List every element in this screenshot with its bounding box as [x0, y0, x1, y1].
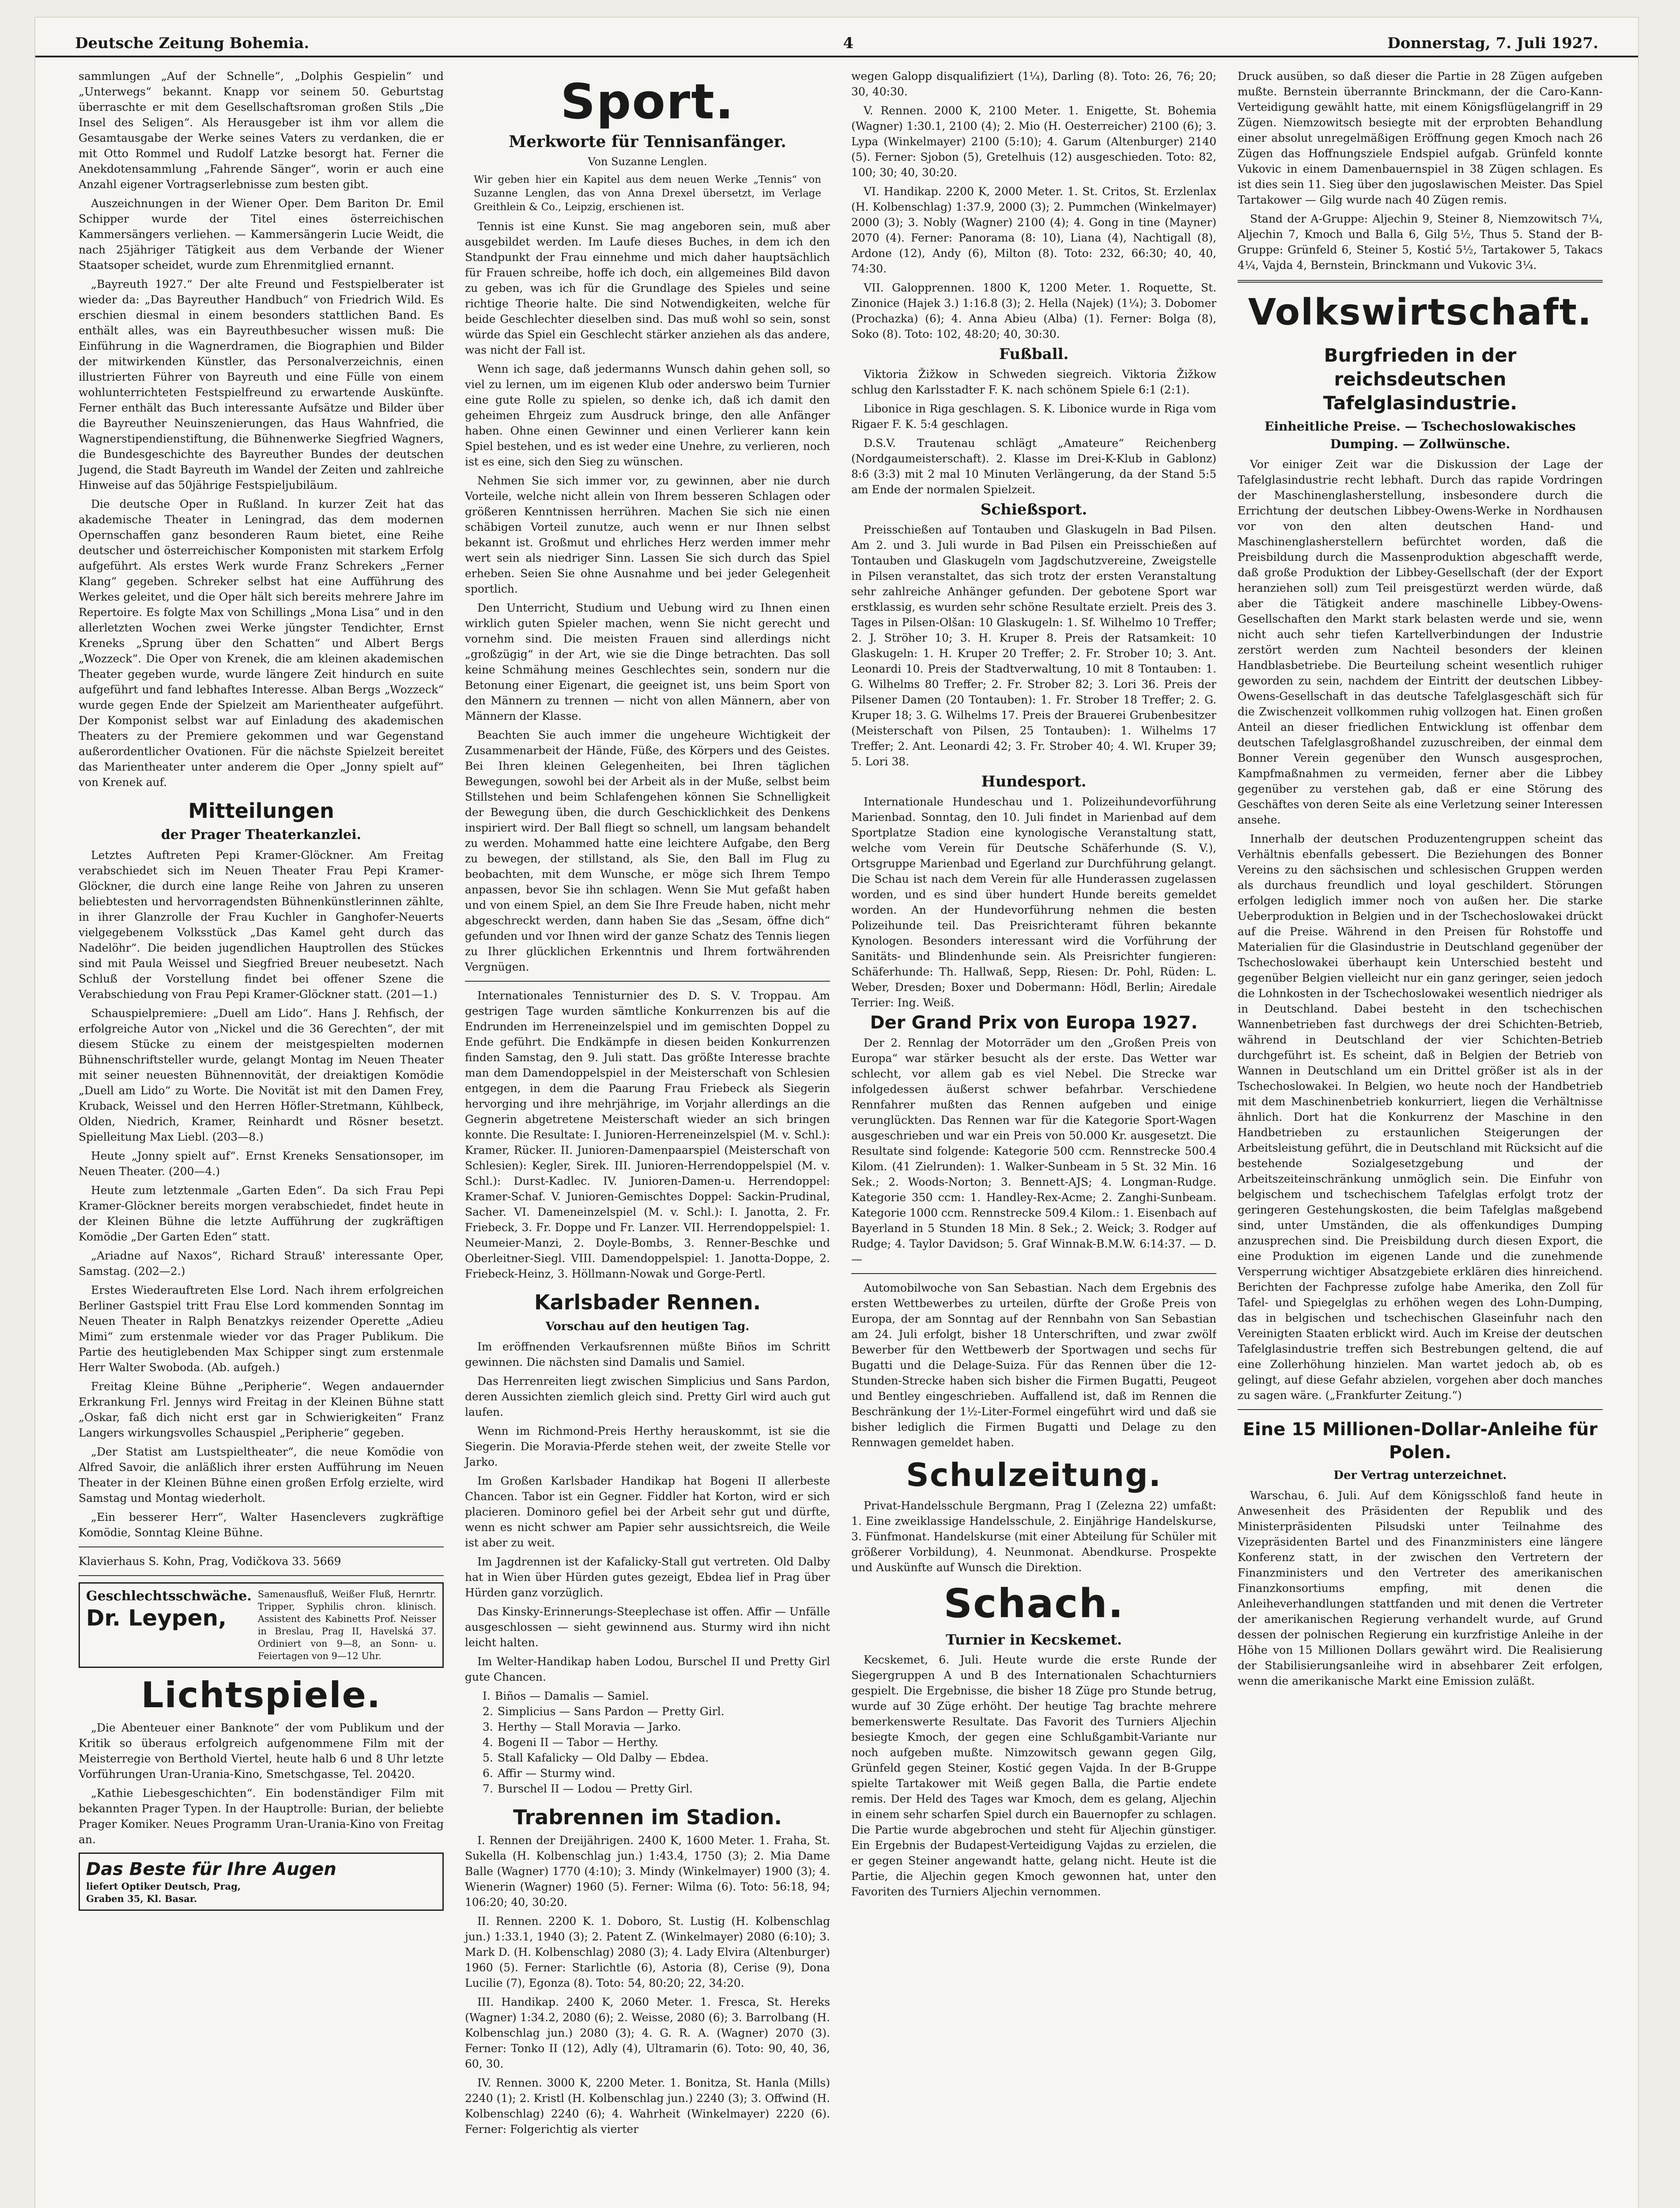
- section-subtitle: der Prager Theaterkanzlei.: [161, 827, 362, 843]
- paragraph: II. Rennen. 2200 K. 1. Doboro, St. Lustig (H. Kolbenschlag jun.) 1:33.1, 1940 (3); 2. Patent Z. (Winkelmayer) 2080 (6:10); 3. Mark D. (H. Kolbenschlag) 2080 (3); 4. Lady Elvira (Altenburger) 1960 (5). Ferner: Starlichtle (6), Astoria (8), Cerise (9), Dona Lucilie (7), Egonza (8). Toto: 54, 80:20; 22, 34:20.: [465, 1915, 830, 1989]
- list-item: [483, 1719, 830, 1735]
- paragraph: „Die Abenteuer einer Banknote“ der vom Publikum und der Kritik so überaus erfolgreich aufgenommene Film mit der Meisterregie von Berthold Viertel, heute halb 6 und 8 Uhr letzte Vorführungen Uran-Urania-Kino, Smetschgasse, Tel. 20420.: [79, 1721, 444, 1781]
- article-intro: Wir geben hier ein Kapitel aus dem neuen Werke „Tennis“ von Suzanne Lenglen, das von Anna Drexel übersetzt, im Verlage Greithlein & Co., Leipzig, erschienen ist.: [474, 174, 821, 213]
- section-title-hundesport: Hundesport.: [981, 773, 1087, 790]
- paragraph: Das Kinsky-Erinnerungs-Steeplechase ist offen. Affir — Unfälle ausgeschlossen — sieht gewinnend aus. Sturmy wird ihn nicht leicht halten.: [465, 1605, 830, 1649]
- paragraph: III. Handikap. 2400 K, 2060 Meter. 1. Fresca, St. Hereks (Wagner) 1:34.2, 2080 (6); 2. Weisse, 2080 (6); 3. Barrolbang (H. Kolbenschlag jun.) 2080 (3); 4. G. R. A. (Wagner) 2070 (3). Ferner: Tonko II (12), Adly (4), Ultramarin (6). Toto: 90, 40, 36, 60, 30.: [465, 1996, 830, 2070]
- paragraph: Libonice in Riga geschlagen. S. K. Libonice wurde in Riga vom Rigaer F. K. 5:4 geschlagen.: [851, 402, 1216, 431]
- paragraph: „Kathie Liebesgeschichten“. Ein bodenständiger Film mit bekannten Prager Typen. In der Hauptrolle: Burian, der beliebte Prager Komiker. Neues Programm Uran-Urania-Kino von Freitag an.: [79, 1787, 444, 1846]
- masthead-date: Donnerstag, 7. Juli 1927.: [1387, 34, 1598, 52]
- advert-leypen-name: Dr. Leypen,: [86, 1605, 227, 1631]
- list-item: [483, 1781, 830, 1796]
- paragraph: Preisschießen auf Tontauben und Glaskugeln in Bad Pilsen. Am 2. und 3. Juli wurde in Bad Pilsen ein Preisschießen auf Tontauben und Glaskugeln vom Jagdschutzvereine, Zweigstelle in Pilsen veranstaltet, das sich trotz der ersten Veranstaltung sehr zahlreiche Anhänger gefunden. Der gebotene Sport war erstklassig, es wurden sehr schöne Resultate erzielt. Preis des 3. Tages in Pilsen-Olšan: 10 Glaskugeln: 1. Sf. Wilhelmo 10 Treffer; 2. J. Ströher 10; 3. H. Kruper 8. Preis der Ratsamkeit: 10 Glaskugeln: 1. H. Kruper 20 Treffer; 2. Fr. Strober 10; 3. Ant. Leonardi 10. Preis der Stadtverwaltung, 10 mit 8 Tontauben: 1. G. Wilhelms 80 Treffer; 2. Fr. Strober 82; 3. Lori 36. Preis der Pilsener Damen (20 Tontauben): 1. Fr. Strober 18 Treffer; 2. G. Kruper 18; 3. G. Wilhelms 17. Preis der Brauerei Grubenbesitzer (Meisterschaft von Pilsen, 25 Tontauben): 1. Wilhelms 17 Treffer; 2. Ant. Leonardi 42; 3. Fr. Strober 40; 4. Wl. Kruper 39; 5. Lori 38.: [851, 523, 1216, 768]
- columns: [75, 68, 1603, 2208]
- paragraph: Beachten Sie auch immer die ungeheure Wichtigkeit der Zusammenarbeit der Hände, Füße, des Körpers und des Geistes. Bei Ihren kleinen Gelegenheiten, bei Ihren täglichen Bewegungen, sowohl bei der Arbeit als in der Muße, selbst beim Stillstehen und beim Schlafengehen können Sie Schnelligkeit der Bewegung üben, die durch Geschicklichkeit des Denkens inspiriert wird. Der Ball fliegt so schnell, um langsam behandelt zu werden. Mohammed hatte eine leichtere Aufgabe, den Berg zu bewegen, der stillstand, als Sie, den Ball im Flug zu beobachten, mit dem Wunsche, er möge sich Ihrem Tempo anpassen, bevor Sie ihn schlagen. Wenn Sie Mut gefaßt haben und von einem Spiel, an dem Sie Ihre Freude haben, nicht mehr abgeschreckt werden, dann haben Sie das „Sesam, öffne dich“ gefunden und vor Ihnen wird der ganze Schatz des Tennis liegen zu Ihrer glücklichen Erkenntnis und Ihrem fortwährenden Vergnügen.: [465, 729, 830, 973]
- paragraph: Heute zum letztenmale „Garten Eden“. Da sich Frau Pepi Kramer-Glöckner bereits morgen verabschiedet, findet heute in der Kleinen Bühne die letzte Aufführung der zugkräftigen Komödie „Der Garten Eden“ statt.: [79, 1184, 444, 1243]
- paragraph: Letztes Auftreten Pepi Kramer-Glöckner. Am Freitag verabschiedet sich im Neuen Theater Frau Pepi Kramer-Glöckner, die durch eine lange Reihe von Jahren zu unseren beliebtesten und hervorragendsten Bühnenkünstlerinnen zählte, in ihrer Glanzrolle der Frau Kuchler in Ganghofer-Neuerts vielgegebenem Volksstück „Das Kamel geht durch das Nadelöhr“. Die beiden jugendlichen Hauptrollen des Stückes sind mit Paula Weissel und Siegfried Breuer neubesetzt. Nach Schluß der Vorstellung findet bei offener Szene die Verabschiedung von Frau Pepi Kramer-Glöckner statt. (201—1.): [79, 849, 444, 1001]
- paragraph: Nehmen Sie sich immer vor, zu gewinnen, aber nie durch Vorteile, welche nicht allein von Ihrem besseren Schlagen oder größeren Kenntnissen herrühren. Machen Sie sich nie einen schäbigen Vorteil zunutze, auch wenn er nur Ihnen selbst bekannt ist. Großmut und ehrliches Herz werden immer mehr wert sein als niedriger Sinn. Lassen Sie sich durch das Spiel erheben. Seien Sie ohne Ausnahme und bei jeder Gelegenheit sportlich.: [465, 474, 830, 595]
- paragraph: Innerhalb der deutschen Produzentengruppen scheint das Verhältnis ebenfalls gebessert. Die Beziehungen des Bonner Vereins zu den sächsischen und schlesischen Gruppen werden als durchaus freundlich und loyal geschildert. Störungen erfolgen lediglich immer noch von außen her. Die starke Ueberproduktion in Belgien und in der Tschechoslowakei drückt auf die Preise. Während in den Preisen für Rohstoffe und Materialien für die Glasindustrie in Deutschland gegenüber der Tschechoslowakei überhaupt kein Unterschied besteht und gegenüber Belgien vielleicht nur ein ganz geringer, seien jedoch die Lohnkosten in der Tschechoslowakei wesentlich niedriger als in Deutschland. Dabei besteht in den tschechischen Wannenbetrieben fast durchwegs der drei Schichten-Betrieb, während in Deutschland der vier Schichten-Betrieb durchgeführt ist. Es scheint, daß in Belgien der Betrieb von Wannen in Deutschland um ein Drittel größer ist als in der Tschechoslowakei. In Belgien, wo heute noch der Handbetrieb mit dem Maschinenbetrieb konkurriert, liegen die Verhältnisse ähnlich. Dort hat die Konkurrenz der Maschine in den Handbetrieben zu erstaunlichen Steigerungen der Arbeitsleistung geführt, die in Deutschland mit Rücksicht auf die bestehende Sozialgesetzgebung und der Arbeitszeiteinschränkung unmöglich sein. Die Einfuhr von belgischem und tschechischem Tafelglas erfolgt trotz der geringeren Gestehungskosten, die beim Tafelglas maßgebend sind, unter Umständen, die als offenkundiges Dumping anzusprechen sind. Die Preisbildung durch diesen Export, die eine Produktion im eigenen Lande und die zunehmende Versperrung wichtiger Absatzgebiete erklären dies hinreichend. Berichten der Fachpresse zufolge habe Amerika, den Zoll für Tafel- und Spiegelglas zu erhöhen wegen des Lohn-Dumping, das in belgischen und tschechischen Glaseinfuhr nach den Vereinigten Staaten erblickt wird. Auch im Kreise der deutschen Tafelglasindustrie treffen sich Bestrebungen geltend, die auf eine Zollerhöhung hinzielen. Man wartet jedoch ab, ob es gelingt, auf diese Gefahr abzielen, vorgehen aber doch manches zu sagen wäre. („Frankfurter Zeitung.“): [1238, 832, 1603, 1402]
- advert-optiker-deutsch: [79, 1853, 444, 1911]
- paragraph: Die deutsche Oper in Rußland. In kurzer Zeit hat das akademische Theater in Leningrad, das dem modernen Opernschaffen ganz besonderen Raum bietet, eine Reihe deutscher und österreichischer Komponisten mit starkem Erfolg aufgeführt. Als erstes Werk wurde Franz Schrekers „Ferner Klang“ gegeben. Schreker selbst hat eine Aufführung des Werkes geleitet, und die Oper hält sich bereits mehrere Jahre im Repertoire. Es folgte Max von Schillings „Mona Lisa“ und in den allerletzten Wochen zwei Werke jüngster Tendichter, Ernst Kreneks „Sprung über den Schatten“ und Albert Bergs „Wozzeck“. Die Oper von Krenek, die am kleinen akademischen Theater gegeben wurde, wurde längere Zeit hindurch en suite aufgeführt und fand lebhaftes Interesse. Alban Bergs „Wozzeck“ wurde gegen Ende der Spielzeit am Marientheater aufgeführt. Der Komponist selbst war auf Einladung des akademischen Theaters zu der Premiere gekommen und war Gegenstand außerordentlicher Ovationen. Für die nächste Spielzeit bereitet das Marientheater unter anderem die Oper „Jonny spielt auf“ von Krenek auf.: [79, 498, 444, 789]
- paragraph-tennis-troppau: Internationales Tennisturnier des D. S. V. Troppau. Am gestrigen Tage wurden sämtliche Konkurrenzen bis auf die Endrunden im Herreneinzelspiel und im gemischten Doppel zu Ende geführt. Die Endkämpfe in diesen beiden Konkurrenzen finden Samstag, den 9. Juli statt. Das größte Interesse brachte man dem Damendoppelspiel in der Meisterschaft von Schlesien entgegen, in dem die Paarung Frau Friebeck als Siegerin hervorging und ihre mehrjährige, im Vorjahr allerdings an die Gegnerin abgetretene Meisterschaft wieder an sich bringen konnte. Die Resultate: I. Junioren-Herreneinzelspiel (M. v. Schl.): Kramer, Rücker. II. Junioren-Damenpaarspiel (Meisterschaft von Schlesien): Kegler, Sirek. III. Junioren-Herrendoppelspiel (M. v. Schl.): Durst-Kadlec. IV. Junioren-Damen-u. Herrendoppel: Kramer-Schaf. V. Junioren-Gemischtes Doppel: Sackin-Prudinal, Sacher. VI. Dameneinzelspiel (M. v. Schl.): I. Janotta, 2. Fr. Friebeck, 3. Fr. Doppe und Fr. Lanzer. VII. Herrendoppelspiel: 1. Neumeier-Manzi, 2. Doyle-Bombs, 3. Renner-Beschke und Oberleitner-Siegl. VIII. Damendoppelspiel: 1. Janotta-Doppe, 2. Friebeck-Heinz, 3. Höllmann-Nowak und Gorge-Pertl.: [465, 989, 830, 1280]
- section-title-lichtspiele: Lichtspiele.: [141, 1675, 381, 1716]
- column-2: [461, 68, 830, 2208]
- paragraph: „Der Statist am Lustspieltheater“, die neue Komödie von Alfred Savoir, die anläßlich ihrer ersten Aufführung im Neuen Theater in der Kleinen Bühne einen großen Erfolg erzielte, wird Samstag und Montag wiederholt.: [79, 1445, 444, 1505]
- paragraph: VI. Handikap. 2200 K, 2000 Meter. 1. St. Critos, St. Erzlenlax (H. Kolbenschlag) 1:37.9, 2000 (3); 2. Pummchen (Winkelmayer) 2000 (3); 3. Nobly (Wagner) 2100 (4); 4. Gong in tine (Mayner) 2070 (4). Ferner: Panorama (8: 10), Liana (4), Nachtigall (8), Ardone (12), Andy (6), Milton (8). Toto: 232, 66:30; 40, 40, 74:30.: [851, 185, 1216, 275]
- article-title-trabrennen: Trabrennen im Stadion.: [513, 1805, 782, 1829]
- tip-number: 5.: [483, 1751, 493, 1764]
- paragraph: Tennis ist eine Kunst. Sie mag angeboren sein, muß aber ausgebildet werden. Im Laufe dieses Buches, in dem ich den Standpunkt der Frau einnehme und mich daher hauptsächlich für Frauen schreibe, hoffe ich doch, ein allgemeines Bild davon zu geben, was ich für die Grundlage des Spieles und seine richtige Theorie halte. Die sind Notwendigkeiten, welche für beide Geschlechter dieselben sind. Das muß wohl so sein, sonst würde das Spiel ein Geschlecht stärker anziehen als das andere, was nicht der Fall ist.: [465, 220, 830, 356]
- tip-text: Simplicius — Sans Pardon — Pretty Girl.: [497, 1705, 725, 1718]
- divider: [79, 1546, 444, 1547]
- paragraph: Viktoria Žižkow in Schweden siegreich. Viktoria Žižkow schlug den Karlsstadter F. K. nach schönem Spiele 6:1 (2:1).: [851, 368, 1216, 396]
- paragraph: Den Unterricht, Studium und Uebung wird zu Ihnen einen wirklich guten Spieler machen, wenn Sie nicht gerecht und vornehm sind. Die meisten Frauen sind allerdings nicht „großzügig“ in der Art, wie sie die Dinge betrachten. Das soll keine Schmähung meines Geschlechtes sein, sondern nur die Betonung einer Eigenart, die geeignet ist, uns beim Sport von den Männern zu trennen — nicht von allen Männern, aber von Männern der Klasse.: [465, 601, 830, 722]
- paragraph: Wenn im Richmond-Preis Herthy herauskommt, ist sie die Siegerin. Die Moravia-Pferde stehen weit, der zweite Stelle vor Jarko.: [465, 1425, 830, 1468]
- tip-number: 2.: [483, 1705, 493, 1718]
- paragraph: „Ariadne auf Naxos“, Richard Strauß' interessante Oper, Samstag. (202—2.): [79, 1249, 444, 1278]
- article-title-burgfrieden: Burgfrieden in der reichsdeutschen Tafelglasindustrie.: [1323, 344, 1518, 414]
- section-title-schiesssport: Schießsport.: [980, 501, 1087, 518]
- paragraph: „Bayreuth 1927.“ Der alte Freund und Festspielberater ist wieder da: „Das Bayreuther Handbuch“ von Friedrich Wild. Es erschien diesmal in einem besonders stattlichen Band. Es enthält alles, was ein Bayreuthbesucher wissen muß: Die Einführung in die Wagnerdramen, die Biographien und Bilder der mitwirkenden Künstler, das Personalverzeichnis, einen illustrierten Führer von Bayreuth und eine Fülle von einem wohlunterrichteten Festspielfreund zu erwartende Auskünfte. Ferner enthält das Buch interessante Aufsätze und Bilder über die Bayreuther Neuinszenierungen, das Haus Wahnfried, die Wagnerstipendienstiftung, die Bühnenwerke Siegfried Wagners, die Bundesgeschichte des Bayreuther Bundes der deutschen Jugend, die Stadt Bayreuth im Wandel der Zeiten und zahlreiche Hinweise auf das 50jährige Festspieljubiläum.: [79, 278, 444, 492]
- section-title-fussball: Fußball.: [999, 345, 1069, 363]
- paragraph: D.S.V. Trautenau schlägt „Amateure“ Reichenberg (Nordgaumeisterschaft). 2. Klasse im Drei-K-Klub in Gablonz) 8:6 (3:3) mit 2 mal 10 Minuten Verlängerung, da der Stand 5:5 am Ende der normalen Spielzeit.: [851, 437, 1216, 496]
- paragraph: Der 2. Rennlag der Motorräder um den „Großen Preis von Europa“ war stärker besucht als der erste. Das Wetter war schlecht, vor allem gab es viel Nebel. Die Strecke war infolgedessen äußerst schwer befahrbar. Verschiedene Rennfahrer mußten das Rennen aufgeben und einige verunglückten. Das Rennen war für die Kategorie Sport-Wagen ausgeschrieben und war ein Preis von 50.000 Kr. ausgesetzt. Die Resultate sind folgende: Kategorie 500 ccm. Rennstrecke 500.4 Kilom. (41 Zielrunden): 1. Walker-Sunbeam in 5 St. 32 Min. 16 Sek.; 2. Woods-Norton; 3. Bennett-AJS; 4. Longman-Rudge. Kategorie 350 ccm: 1. Handley-Rex-Acme; 2. Zanghi-Sunbeam. Kategorie 1000 ccm. Rennstrecke 509.4 Kilom.: 1. Eisenbach auf Bayerland in 5 Stunden 18 Min. 8 Sek.; 2. Weick; 3. Rodger auf Rudge; 4. Taylor Davidson; 5. Graf Winnak-B.M.W. 6:14:37. — D. —: [851, 1036, 1216, 1266]
- masthead-paper-name: Deutsche Zeitung Bohemia.: [75, 34, 310, 52]
- paragraph: V. Rennen. 2000 K, 2100 Meter. 1. Enigette, St. Bohemia (Wagner) 1:30.1, 2100 (4); 2. Mio (H. Oesterreicher) 2100 (6); 3. Lypa (Winkelmayer) 2100 (5:10); 4. Garum (Altenburger) 2140 (5). Ferner: Sjobon (5), Gretelhuis (12) ausgeschieden. Toto: 82, 100; 30; 40, 30:20.: [851, 104, 1216, 179]
- paragraph: Kecskemet, 6. Juli. Heute wurde die erste Runde der Siegergruppen A und B des Internationalen Schachturniers gespielt. Die Ergebnisse, die bisher 18 Züge pro Stunde betrug, wurde auf 30 Züge erhöht. Der heutige Tag brachte mehrere bemerkenswerte Resultate. Das Favorit des Turniers Aljechin besiegte Kmoch, der gegen eine Schlußgambit-Variante nur noch aufgeben mußte. Nimzowitsch gewann gegen Gilg, Grünfeld gegen Steiner, Kostić gegen Vajda. In der B-Gruppe spielte Tartakower mit Weiß gegen Balla, die Partie endete remis. Der Held des Tages war Kmoch, dem es gelang, Aljechin in einem sehr scharfen Spiel durch ein Bauernopfer zu schlagen. Die Partie wurde abgebrochen und steht für Aljechin günstiger. Ein Ergebnis der Budapest-Verteidigung Vajdas zu erzielen, die er gegen Steiner angewandt hatte, gelang nicht. Heute ist die Partie, die Aljechin gegen Kmoch gewonnen hat, unter den Favoriten des Turniers Aljechin vernommen.: [851, 1653, 1216, 1898]
- paragraph: Auszeichnungen in der Wiener Oper. Dem Bariton Dr. Emil Schipper wurde der Titel eines österreichischen Kammersängers verliehen. — Kammersängerin Lucie Weidt, die nach 25jähriger Tätigkeit aus dem Verbande der Wiener Staatsoper scheidet, wurde zum Ehrenmitglied ernannt.: [79, 197, 444, 272]
- advert-optiker-address: Graben 35, Kl. Basar.: [86, 1893, 197, 1904]
- divider: [1238, 280, 1603, 283]
- paragraph: Vor einiger Zeit war die Diskussion der Lage der Tafelglasindustrie recht lebhaft. Durch das rapide Vordringen der Maschinenglasherstellung, insbesondere durch die Errichtung der deutschen Libbey-Owens-Werke in Nordhausen vor von den alten deutschen Hand- und Maschinenglasherstellern befürchtet worden, daß die Preisbildung durch die Massenproduktion abgeschafft werde, daß große Produktion der Libbey-Gesellschaft (der der Export heranziehen soll) zum Teil preisgestürzt werden würde, daß aber die Tätigkeit andere maschinelle Libbey-Owens-Gesellschaften den Markt stark belasten werde und sie, wenn nicht auch sehr tiefen Kartellverbindungen der Industrie zerstört werden zum Nachteil besonders der kleinen Handblasbetriebe. Die Beurteilung scheint wesentlich ruhiger geworden zu sein, nachdem der Eintritt der deutschen Libbey-Owens-Gesellschaft in das deutsche Tafelglasgeschäft sich für die Zwischenzeit vollkommen ruhig vollzogen hat. Einen großen Anteil an dieser friedlichen Entwicklung ist offenbar dem deutschen Tafelglasgroßhandel zuzuschreiben, der einmal dem Bonner Verein gegenüber den Wunsch ausgesprochen, Kampfmaßnahmen zu vermeiden, ferner aber die Libbey gegenüber zu verstehen gab, daß er eine Störung des Geschäftes von deren Seite als eine Verletzung seiner Interessen ansehe.: [1238, 458, 1603, 826]
- article-subtitle: Vorschau auf den heutigen Tag.: [545, 1320, 750, 1333]
- article-title-karlsbad: Karlsbader Rennen.: [534, 1290, 761, 1314]
- paragraph: Erstes Wiederauftreten Else Lord. Nach ihrem erfolgreichen Berliner Gastspiel tritt Frau Else Lord kommenden Sonntag im Neuen Theater in Ralph Benatzkys reizender Operette „Adieu Mimi“ zum erstenmale wieder vor das Prager Publikum. Die Partie des heutiglebenden Max Schipper singt zum erstenmale Herr Walter Swoboda. (Ab. aufgeh.): [79, 1284, 444, 1374]
- tip-text: Burschel II — Lodou — Pretty Girl.: [497, 1782, 693, 1795]
- paragraph: Druck ausüben, so daß dieser die Partie in 28 Zügen aufgeben mußte. Bernstein überrannte Brinckmann, der die Caro-Kann-Verteidigung gewählt hatte, mit einem Königsflügelangriff in 29 Zügen. Niemzowitsch besiegte mit der erprobten Behandlung einer absolut unregelmäßigen Eröffnung gegen Kmoch nach 26 Zügen das Hoffnungsziele Endspiel aufgab. Grünfeld konnte Vukovic in einem Damenbauernspiel in 38 Zügen schlagen. Es ist dies sein 11. Sieg über den jugoslawischen Meister. Das Spiel Tartakower — Gilg wurde nach 40 Zügen remis.: [1238, 70, 1603, 206]
- divider: [851, 1273, 1216, 1274]
- section-title-volkswirtschaft: Volkswirtschaft.: [1248, 291, 1593, 333]
- advert-leypen-text: Samenausfluß, Weißer Fluß, Hernrtr. Tripper, Syphilis chron. klinisch. Assistent des Kabinetts Prof. Neisser in Breslau, Prag II, Havelská 37. Ordiniert von 9—8, an Sonn- u. Feiertagen von 9—12 Uhr.: [257, 1589, 436, 1661]
- tip-number: 3.: [483, 1720, 493, 1733]
- paragraph: Im Welter-Handikap haben Lodou, Burschel II und Pretty Girl gute Chancen.: [465, 1655, 830, 1683]
- article-subtitle: Der Vertrag unterzeichnet.: [1333, 1469, 1507, 1482]
- paragraph: Warschau, 6. Juli. Auf dem Königsschloß fand heute in Anwesenheit des Präsidenten der Republik und des Ministerpräsidenten Pilsudski unter Teilnahme des Vizepräsidenten Bartel und des Finanzministers eine längere Konferenz statt, in der zwischen den Vertretern der Finanzministers und den Vertreter des amerikanischen Finanzkonsortiums empfing, mit denen die Anleiheverhandlungen stattfanden und mit denen die Vertreter der amerikanischen Regierung verhandelt wurde, auf Grund dessen der polnischen Regierung ein kurzfristige Anleihe in der Höhe von 15 Millionen Dollars gewährt wird. Die Realisierung der Stabilisierungsanleihe wird in absehbarer Zeit erfolgen, wenn die amerikanische Markt eine Emission zuläßt.: [1238, 1489, 1603, 1687]
- tips-list: [465, 1688, 830, 1796]
- list-item: [483, 1735, 830, 1750]
- advert-dr-leypen: [79, 1582, 444, 1668]
- list-item: [483, 1766, 830, 1781]
- paragraph: VII. Galopprennen. 1800 K, 1200 Meter. 1. Roquette, St. Zinonice (Hajek 3.) 1:16.8 (3); 2. Hella (Najek) (1¼); 3. Dobomer (Prochazka) (6); 4. Anna Abieu (Alba) (1). Ferner: Bolga (8), Soko (8). Toto: 102, 48:20; 40, 30:30.: [851, 281, 1216, 340]
- masthead: [35, 31, 1638, 57]
- tip-text: Affir — Sturmy wind.: [497, 1767, 615, 1780]
- tip-text: Biños — Damalis — Samiel.: [495, 1690, 649, 1702]
- divider: [1238, 1409, 1603, 1410]
- divider: [465, 981, 830, 982]
- paragraph: IV. Rennen. 3000 K, 2200 Meter. 1. Bonitza, St. Hanla (Mills) 2240 (1); 2. Kristl (H. Kolbenschlag jun.) 2240 (3); 3. Offwind (H. Kolbenschlag) 2240 (6); 4. Wahrheit (Winkelmayer) 2220 (6). Ferner: Folgerichtig als vierter: [465, 2076, 830, 2136]
- paragraph: Schauspielpremiere: „Duell am Lido“. Hans J. Rehfisch, der erfolgreiche Autor von „Nickel und die 36 Gerechten“, der mit diesem Stücke zu einem der meistgespielten modernen Bühnenschriftsteller wurde, gelangt Montag im Neuen Theater mit seiner neuesten Bühnennovität, der dreiaktigen Komödie „Duell am Lido“ zu Worte. Die Novität ist mit den Damen Frey, Kruback, Weissel und den Herren Höfler-Stretmann, Kühlbeck, Olden, Niedrich, Kramer, Reinhardt und Rösner besetzt. Spielleitung Max Liebl. (203—8.): [79, 1007, 444, 1143]
- paragraph: „Ein besserer Herr“, Walter Hasenclevers zugkräftige Komödie, Sonntag Kleine Bühne.: [79, 1511, 444, 1539]
- tip-number: 4.: [483, 1736, 493, 1749]
- list-item: [483, 1704, 830, 1719]
- list-item: [483, 1750, 830, 1766]
- classified-klavierhaus: Klavierhaus S. Kohn, Prag, Vodičkova 33. 5669: [79, 1555, 341, 1568]
- paragraph: Wenn ich sage, daß jedermanns Wunsch dahin gehen soll, so viel zu lernen, um im eigenen Klub oder anderswo beim Turnier eine gute Rolle zu spielen, so denke ich, daß ich damit den geheimen Ehrgeiz zum Ausdruck bringe, den alle Anfänger haben. Ohne einen Gewinner und einen Verlierer kann kein Spiel bestehen, und es ist weder eine Unehre, zu verlieren, noch ist es eine, sich den Sieg zu wünschen.: [465, 363, 830, 468]
- article-subtitle: Einheitliche Preise. — Tschechoslowakisches Dumping. — Zollwünsche.: [1265, 419, 1576, 451]
- newspaper-page: [35, 18, 1638, 2208]
- divider: [79, 1575, 444, 1576]
- paragraph: I. Rennen der Dreijährigen. 2400 K, 1600 Meter. 1. Fraha, St. Sukella (H. Kolbenschlag jun.) 1:43.4, 1750 (3); 2. Mia Dame Balle (Wagner) 1770 (4:10); 3. Mindy (Winkelmayer) 1900 (3); 4. Wienerin (Wagner) 1960 (5). Ferner: Wilma (6). Toto: 56:18, 94; 106:20; 40, 30:20.: [465, 1834, 830, 1909]
- paragraph: Stand der A-Gruppe: Aljechin 9, Steiner 8, Niemzowitsch 7¼, Aljechin 7, Kmoch und Balla 6, Gilg 5½, Thus 5. Stand der B-Gruppe: Grünfeld 6, Steiner 5, Kostić 5½, Tartakower 5, Takacs 4¼, Vajda 4, Bernstein, Brinckmann und Vukovic 3¼.: [1238, 212, 1603, 272]
- advert-optiker-line: liefert Optiker Deutsch, Prag,: [86, 1881, 241, 1892]
- paragraph: Privat-Handelsschule Bergmann, Prag I (Zelezna 22) umfaßt: 1. Eine zweiklassige Handelsschule, 2. Einjährige Handelskurse, 3. Fünfmonat. Handelskurse (mit einer Abteilung für Schüler mit größerer Vorbildung), 4. Neunmonat. Abendkurse. Prospekte und Auskünfte auf Wunsch die Direktion.: [851, 1499, 1216, 1574]
- article-title-tennis: Merkworte für Tennisanfänger.: [509, 132, 786, 151]
- section-title-mitteilungen: Mitteilungen: [188, 799, 334, 823]
- section-title-sport: Sport.: [560, 73, 735, 130]
- tip-text: Bogeni II — Tabor — Herthy.: [497, 1736, 658, 1749]
- section-title-schulzeitung: Schulzeitung.: [906, 1456, 1162, 1493]
- paragraph: sammlungen „Auf der Schnelle“, „Dolphis Gespielin“ und „Unterwegs“ bekannt. Knapp vor seinem 50. Geburtstag überraschte er mit dem Gesellschaftsroman großen Stils „Die Insel des Seligen“. Als Herausgeber ist ihm vor allem die Gesamtausgabe der Werke seines Vaters zu verdanken, die er mit Otto Rommel und Rudolf Latzke besorgt hat. Ferner die Anekdotensammlung „Fahrende Sänger“, worin er auch eine Anzahl eigener Vortragserlebnisse zum besten gibt.: [79, 70, 444, 191]
- advert-optiker-title: Das Beste für Ihre Augen: [86, 1859, 336, 1879]
- tip-number: 7.: [483, 1782, 493, 1795]
- paragraph: Im eröffnenden Verkaufsrennen müßte Biños im Schritt gewinnen. Die nächsten sind Damalis und Samiel.: [465, 1340, 830, 1369]
- tip-text: Stall Kafalicky — Old Dalby — Ebdea.: [497, 1751, 709, 1764]
- advert-leypen-heading: Geschlechtsschwäche.: [86, 1588, 252, 1604]
- list-item: [483, 1688, 830, 1704]
- column-1: [75, 68, 444, 2208]
- article-title-polen-anleihe: Eine 15 Millionen-Dollar-Anleihe für Polen.: [1242, 1419, 1598, 1463]
- byline: Von Suzanne Lenglen.: [588, 155, 707, 168]
- tip-number: 6.: [483, 1767, 493, 1780]
- paragraph: Internationale Hundeschau und 1. Polizeihundevorführung Marienbad. Sonntag, den 10. Juli findet in Marienbad auf dem Sportplatze Stadion eine kynologische Veranstaltung statt, welche vom Verein für Deutsche Schäferhunde (S. V.), Ortsgruppe Marienbad und Egerland zur Durchführung gelangt. Die Schau ist nach dem Verein für alle Hunderassen zugelassen worden, und es sind über hundert Hunde bereits gemeldet worden. An der Hundevorführung nehmen die besten Polizeihunde teil. Das Preisrichteramt führen bekannte Kynologen. Besonders interessant wird die Vorführung der Sanitäts- und Blindenhunde sein. Als Preisrichter fungieren: Schäferhunde: Th. Hallwaß, Sepp, Riesen: Dr. Pohl, Rüden: L. Weber, Dresden; Boxer und Dobermann: Hödl, Berlin; Airedale Terrier: Ing. Weiß.: [851, 795, 1216, 1009]
- paragraph: Freitag Kleine Bühne „Peripherie“. Wegen andauernder Erkrankung Frl. Jennys wird Freitag in der Kleinen Bühne statt „Oskar, faß dich nicht erst gar in Schwierigkeiten“ Franz Langers wirkungsvolles Schauspiel „Peripherie“ gegeben.: [79, 1380, 444, 1439]
- section-title-schach: Schach.: [944, 1580, 1124, 1627]
- paragraph: Im Jagdrennen ist der Kafalicky-Stall gut vertreten. Old Dalby hat in Wien über Hürden gutes gezeigt, Ebdea lief in Prag über Hürden ganz vorzüglich.: [465, 1555, 830, 1599]
- tip-text: Herthy — Stall Moravia — Jarko.: [497, 1720, 681, 1733]
- paragraph-automobilwoche: Automobilwoche von San Sebastian. Nach dem Ergebnis des ersten Wettbewerbes zu urteilen, dürfte der Große Preis von Europa, der am Sonntag auf der Rennbahn von San Sebastian am 24. Juli erfolgt, bisher 18 Unterschriften, und zwar zwölf Bewerber für den Wettbewerb der Sportwagen und sechs für Bugatti und die Delage-Suiza. Für das Rennen über die 12-Stunden-Strecke haben sich bisher die Firmen Bugatti, Peugeot und Bentley eingeschrieben. Auffallend ist, daß im Rennen die Beschränkung der 1½-Liter-Formel eingeführt wird und daß sie bisher lediglich die Firmen Bugatti und Delage zu den Rennwagen gemeldet haben.: [851, 1282, 1216, 1449]
- masthead-page-number: 4: [843, 34, 854, 52]
- article-subtitle: Turnier in Kecskemet.: [946, 1631, 1122, 1648]
- column-3: [848, 68, 1216, 2208]
- paragraph: wegen Galopp disqualifiziert (1¼), Darling (8). Toto: 26, 76; 20; 30, 40:30.: [851, 70, 1216, 98]
- paragraph: Heute „Jonny spielt auf“. Ernst Kreneks Sensationsoper, im Neuen Theater. (200—4.): [79, 1149, 444, 1178]
- paragraph: Im Großen Karlsbader Handikap hat Bogeni II allerbeste Chancen. Tabor ist ein Gegner. Fiddler hat Korton, wird er sich placieren. Dominoro gefiel bei der Arbeit sehr gut und dürfte, wenn es nicht schwer am Papier sehr aussichtsreich, die Weile ist aber zu weit.: [465, 1475, 830, 1549]
- column-4: [1234, 68, 1603, 2208]
- paragraph: Das Herrenreiten liegt zwischen Simplicius und Sans Pardon, deren Aussichten ziemlich gleich sind. Pretty Girl wird auch gut laufen.: [465, 1375, 830, 1418]
- article-title-grand-prix: Der Grand Prix von Europa 1927.: [870, 1013, 1198, 1033]
- tip-number: I.: [483, 1690, 491, 1702]
